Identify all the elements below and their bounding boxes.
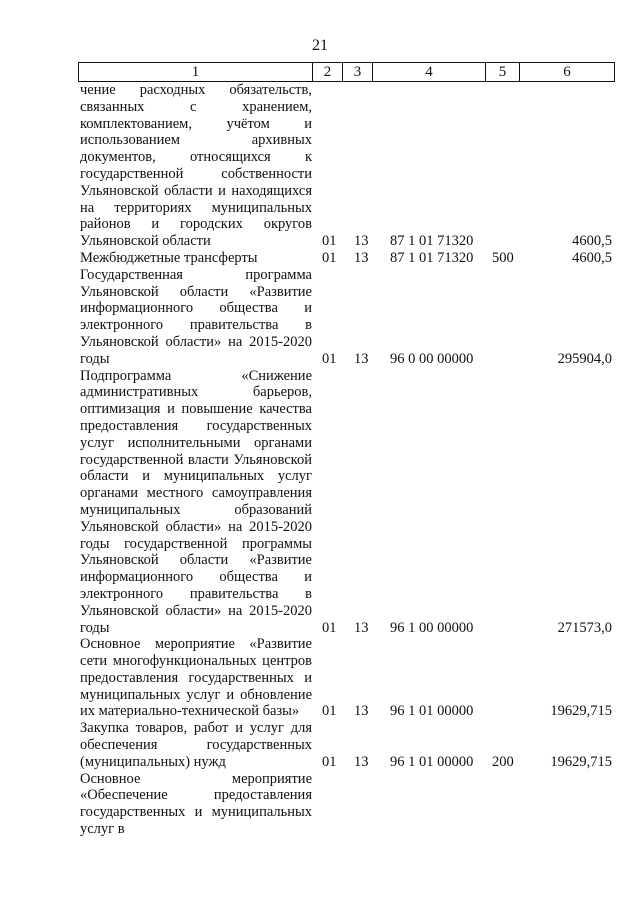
column-header-3: 3 [343,63,373,82]
table-row [0,368,640,637]
target-article-code: 96 0 00 00000 [390,350,474,367]
expense-description: Основное мероприятие «Развитие сети многофункциональных центров предоставления государственных и муниципальных услуг и обновление их материально-технической базы» [80,636,312,720]
table-row [0,720,640,770]
subsection-code: 13 [354,233,369,250]
target-article-code: 96 1 01 00000 [390,703,474,720]
table-row [0,267,640,368]
page-number: 21 [312,37,328,54]
amount: 19629,715 [550,703,612,720]
column-header-6: 6 [520,63,615,82]
section-code: 01 [322,350,337,367]
subsection-code: 13 [354,249,369,266]
subsection-code: 13 [354,703,369,720]
subsection-code: 13 [354,753,369,770]
budget-table-body [0,82,640,838]
expense-description: Закупка товаров, работ и услуг для обеспечения государственных (муниципальных) нужд [80,720,312,770]
column-header-4: 4 [373,63,486,82]
expense-type-code: 500 [492,249,514,266]
expense-description: Подпрограмма «Снижение административных барьеров, оптимизация и повышение качества предоставления государственных услуг исполнительными органами государственной власти Ульяновской области и муниципальных услуг органами местного самоуправления муниципальных образований Ульяновской области» на 2015-2020 годы государственной программы Ульяновской области «Развитие информационного общества и электронного правительства в Ульяновской области» на 2015-2020 годы [80,367,312,636]
section-code: 01 [322,619,337,636]
section-code: 01 [322,703,337,720]
section-code: 01 [322,233,337,250]
target-article-code: 96 1 00 00000 [390,619,474,636]
expense-description: Межбюджетные трансферты [80,249,258,266]
section-code: 01 [322,753,337,770]
target-article-code: 87 1 01 71320 [390,249,474,266]
table-row [0,250,640,267]
table-row [0,771,640,838]
amount: 295904,0 [557,350,612,367]
amount: 4600,5 [572,249,612,266]
subsection-code: 13 [354,619,369,636]
expense-type-code: 200 [492,753,514,770]
expense-description: Основное мероприятие «Обеспечение предоставления государственных и муниципальных услуг в [80,770,312,838]
expense-description: Государственная программа Ульяновской области «Развитие информационного общества и электронного правительства в Ульяновской области» на 2015-2020 годы [80,266,312,367]
amount: 271573,0 [557,619,612,636]
column-header-table [78,62,615,82]
column-header-2: 2 [313,63,343,82]
table-row [0,636,640,720]
section-code: 01 [322,249,337,266]
target-article-code: 96 1 01 00000 [390,753,474,770]
column-header-1: 1 [79,63,313,82]
expense-description: чение расходных обязательств, связанных с хранением, комплектованием, учётом и использованием архивных документов, относящихся к государственной собственности Ульяновской области и находящихся на территориях муниципальных районов и городских округов Ульяновской области [80,82,312,250]
amount: 19629,715 [550,753,612,770]
target-article-code: 87 1 01 71320 [390,233,474,250]
amount: 4600,5 [572,233,612,250]
subsection-code: 13 [354,350,369,367]
table-row [0,82,640,250]
column-header-5: 5 [486,63,520,82]
